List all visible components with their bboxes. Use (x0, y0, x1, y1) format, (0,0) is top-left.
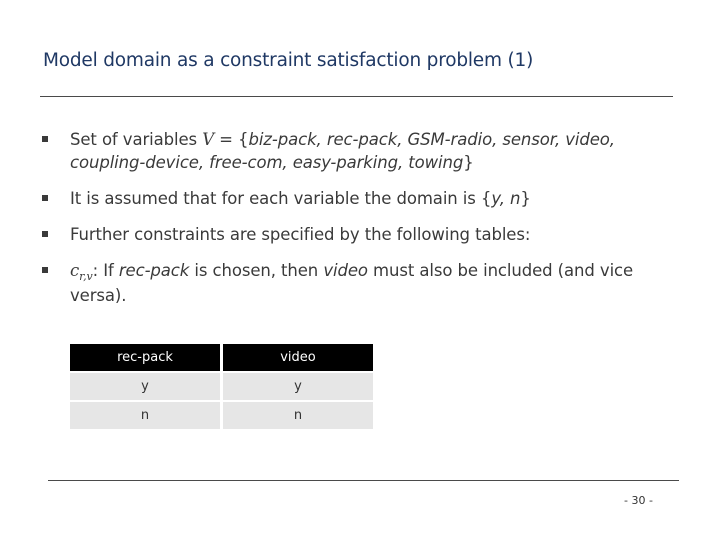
bullet-text-1: : If (92, 261, 119, 280)
constraint-table (70, 344, 373, 431)
bullet-text-prefix: Set of variables (70, 130, 203, 149)
table-cell: y (70, 373, 223, 402)
page-number: - 30 - (624, 494, 653, 507)
bullet-text-suffix: } (520, 189, 531, 208)
bullet-text-3: must also be included (and vice versa). (70, 261, 634, 305)
variable-list: biz-pack, rec-pack, GSM-radio, sensor, video, coupling-device, free-com, easy-parking, towing (70, 130, 615, 172)
bullet-variables (42, 128, 642, 174)
bullet-text-prefix: It is assumed that for each variable the domain is { (70, 189, 492, 208)
bullet-list (42, 128, 642, 320)
constraint-subscript: r,v (79, 270, 93, 283)
bullet-square-icon (42, 136, 48, 142)
variable-video: video (323, 261, 368, 280)
constraint-symbol: c (70, 261, 80, 280)
bullet-square-icon (42, 267, 48, 273)
footer-divider (48, 480, 679, 481)
bullet-square-icon (42, 195, 48, 201)
table-row (70, 373, 373, 402)
bullet-domain (42, 187, 642, 210)
table-header-cell: video (223, 344, 373, 373)
table-row (70, 402, 373, 431)
table-cell: y (223, 373, 373, 402)
bullet-text-mid: = { (214, 130, 249, 149)
variable-set-symbol: V (202, 130, 215, 149)
table-header-cell: rec-pack (70, 344, 223, 373)
bullet-square-icon (42, 231, 48, 237)
domain-values: y, n (491, 189, 521, 208)
variable-rec-pack: rec-pack (118, 261, 190, 280)
table-cell: n (223, 402, 373, 431)
title-divider (40, 96, 673, 97)
bullet-constraints-intro (42, 223, 642, 246)
slide-title: Model domain as a constraint satisfaction problem (1) (43, 50, 534, 71)
bullet-text-suffix: } (463, 153, 474, 172)
bullet-constraint-crv (42, 259, 642, 307)
bullet-text-2: is chosen, then (189, 261, 324, 280)
table-cell: n (70, 402, 223, 431)
bullet-text: Further constraints are specified by the following tables: (70, 225, 531, 244)
table-header-row (70, 344, 373, 373)
